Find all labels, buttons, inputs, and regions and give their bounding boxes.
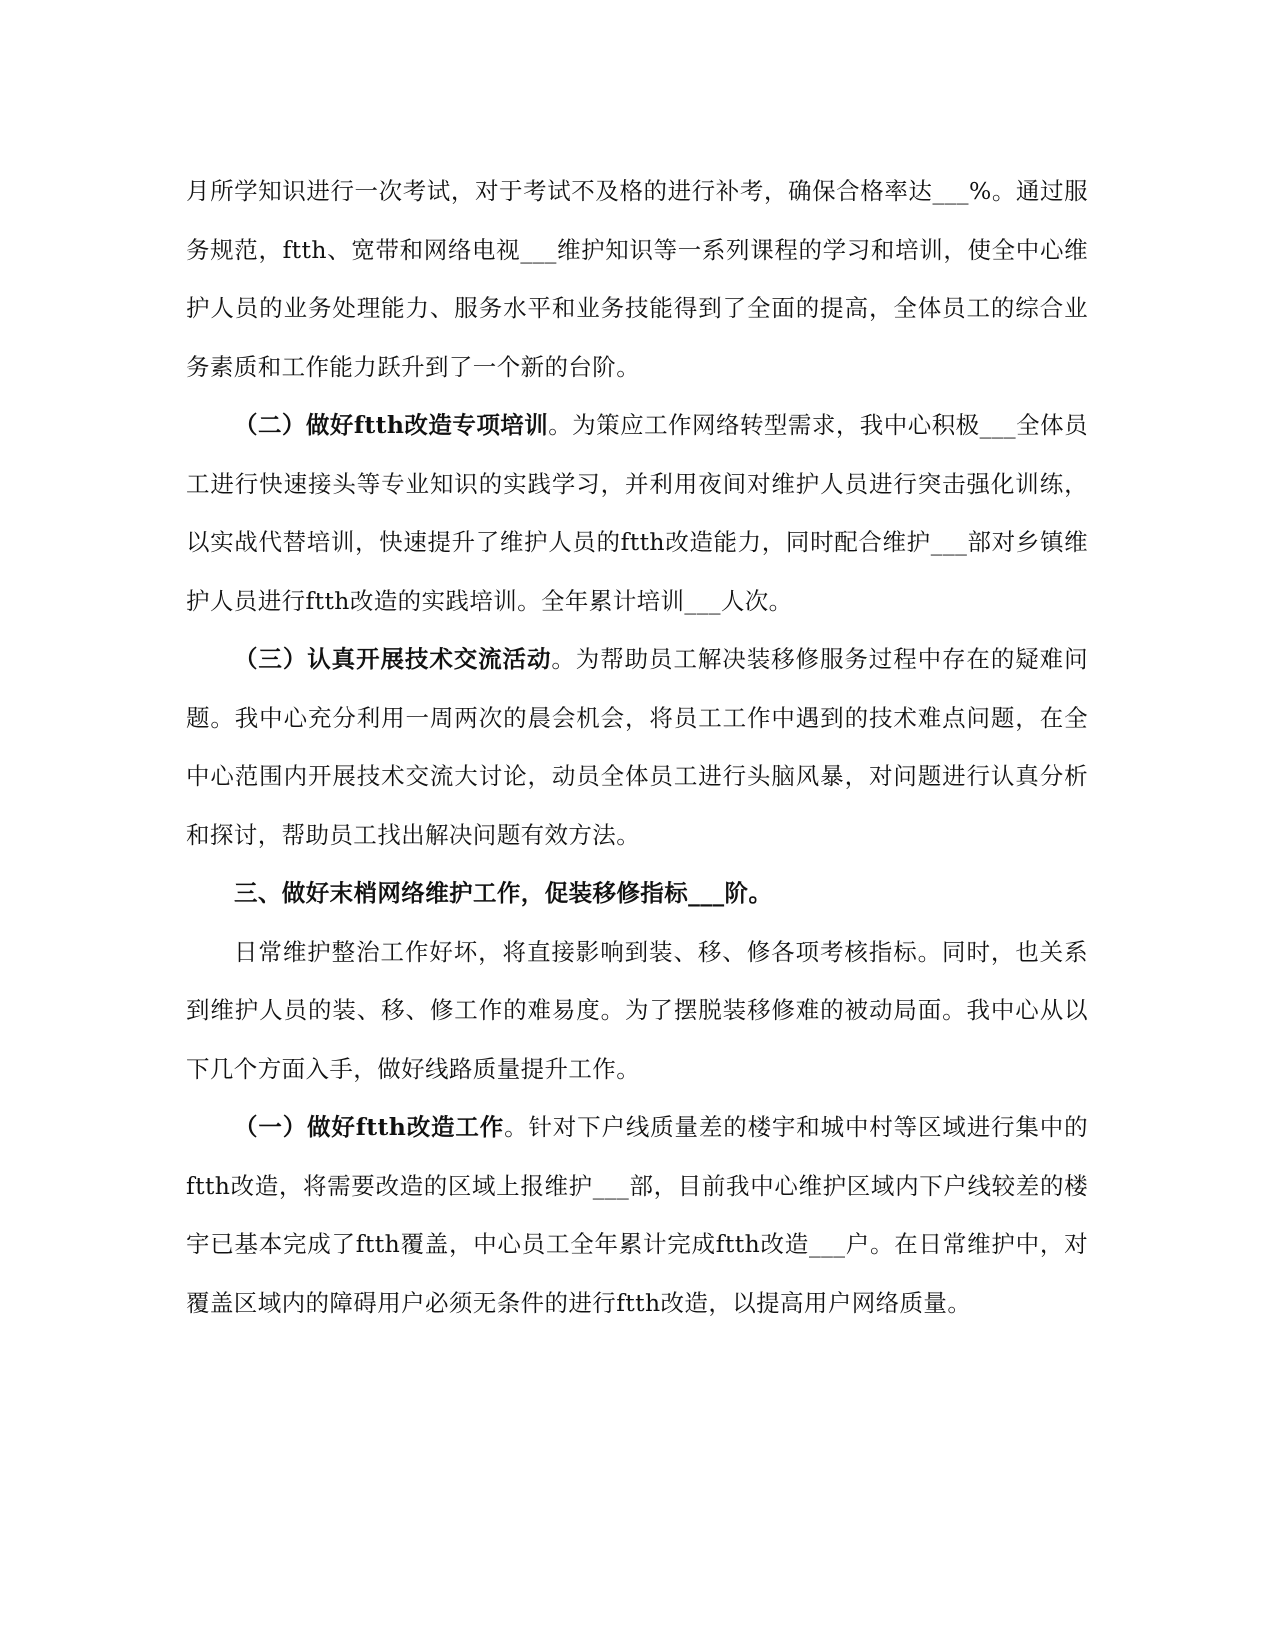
subheading-tech-exchange: （三）认真开展技术交流活动 — [234, 645, 552, 673]
subheading-ftth-renovation: （一）做好ftth改造工作 — [234, 1113, 505, 1141]
section-heading-network-maintenance: 三、做好末梢网络维护工作，促装移修指标___阶。 — [234, 879, 773, 907]
document-page — [186, 162, 1088, 1332]
paragraph-daily-maintenance: 日常维护整治工作好坏，将直接影响到装、移、修各项考核指标。同时，也关系到维护人员的装、移、修工作的难易度。为了摆脱装移修难的被动局面。我中心从以下几个方面入手，做好线路质量提升工作。 — [186, 937, 1088, 1083]
paragraph-tech-exchange — [186, 630, 1088, 864]
paragraph-ftth-renovation-body: 。针对下户线质量差的楼宇和城中村等区域进行集中的ftth改造，将需要改造的区域上报维护___部，目前我中心维护区域内下户线较差的楼宇已基本完成了ftth覆盖，中心员工全年累计完成ftth改造___户。在日常维护中，对覆盖区域内的障碍用户必须无条件的进行ftth改造，以提高用户网络质量。 — [186, 1113, 1088, 1317]
paragraph-tech-exchange-body: 。为帮助员工解决装移修服务过程中存在的疑难问题。我中心充分利用一周两次的晨会机会，将员工工作中遇到的技术难点问题，在全中心范围内开展技术交流大讨论，动员全体员工进行头脑风暴，对问题进行认真分析和探讨，帮助员工找出解决问题有效方法。 — [186, 645, 1088, 849]
paragraph-ftth-renovation — [186, 1098, 1088, 1332]
subheading-ftth-training: （二）做好ftth改造专项培训 — [234, 411, 549, 439]
paragraph-ftth-training — [186, 396, 1088, 630]
paragraph-exam-training: 月所学知识进行一次考试，对于考试不及格的进行补考，确保合格率达___%。通过服务规范，ftth、宽带和网络电视___维护知识等一系列课程的学习和培训，使全中心维护人员的业务处理能力、服务水平和业务技能得到了全面的提高，全体员工的综合业务素质和工作能力跃升到了一个新的台阶。 — [186, 177, 1088, 381]
paragraph-ftth-training-body: 。为策应工作网络转型需求，我中心积极___全体员工进行快速接头等专业知识的实践学习，并利用夜间对维护人员进行突击强化训练，以实战代替培训，快速提升了维护人员的ftth改造能力，同时配合维护___部对乡镇维护人员进行ftth改造的实践培训。全年累计培训___人次。 — [186, 411, 1088, 615]
